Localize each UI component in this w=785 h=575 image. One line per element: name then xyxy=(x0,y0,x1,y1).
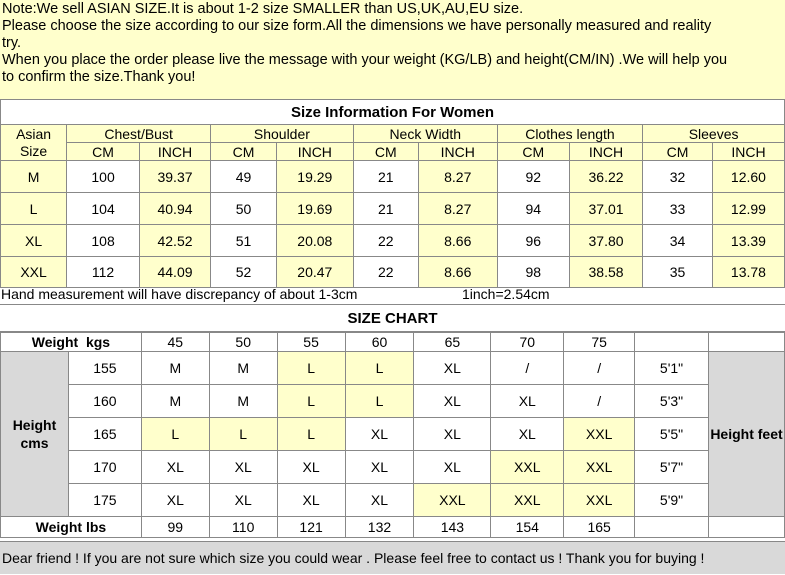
size-cell: XL xyxy=(1,225,67,257)
inch-value-cell: 37.80 xyxy=(569,225,642,257)
size-recommendation-cell: M xyxy=(209,352,277,385)
inch-value-cell: 13.39 xyxy=(712,225,784,257)
cm-value-cell: 92 xyxy=(497,161,569,193)
cm-value-cell: 108 xyxy=(67,225,140,257)
size-row xyxy=(1,225,785,257)
size-row xyxy=(1,193,785,225)
size-cell: L xyxy=(1,193,67,225)
unit-header: CM xyxy=(211,143,277,161)
unit-header: CM xyxy=(497,143,569,161)
size-recommendation-cell: / xyxy=(564,385,635,418)
cm-value-cell: 35 xyxy=(643,257,713,288)
weight-lb-cell: 143 xyxy=(414,517,491,538)
inch-value-cell: 20.08 xyxy=(276,225,353,257)
unit-header: INCH xyxy=(569,143,642,161)
size-recommendation-cell: XL xyxy=(414,451,491,484)
size-recommendation-cell: XL xyxy=(141,451,209,484)
cm-value-cell: 104 xyxy=(67,193,140,225)
height-feet-cell: 5'3" xyxy=(635,385,709,418)
height-cm-cell: 170 xyxy=(68,451,141,484)
unit-header: INCH xyxy=(418,143,497,161)
unit-header: CM xyxy=(67,143,140,161)
inch-value-cell: 8.27 xyxy=(418,161,497,193)
height-cms-label: Height cms xyxy=(1,352,69,517)
size-info-title: Size Information For Women xyxy=(1,100,785,125)
height-row xyxy=(1,418,785,451)
size-row xyxy=(1,161,785,193)
weight-kg-cell: 60 xyxy=(345,333,414,352)
weight-kg-cell: 55 xyxy=(277,333,345,352)
weight-kgs-label: Weight kgs xyxy=(1,333,142,352)
height-feet-cell: 5'1" xyxy=(635,352,709,385)
cm-value-cell: 50 xyxy=(211,193,277,225)
asian-size-header xyxy=(1,125,67,161)
cm-value-cell: 33 xyxy=(643,193,713,225)
group-header: Clothes length xyxy=(497,125,642,143)
height-cm-cell: 155 xyxy=(68,352,141,385)
weight-lb-cell: 132 xyxy=(345,517,414,538)
size-note xyxy=(0,0,785,99)
size-recommendation-cell: L xyxy=(345,385,414,418)
empty-cell xyxy=(635,333,709,352)
height-row xyxy=(1,352,785,385)
cm-value-cell: 94 xyxy=(497,193,569,225)
weight-kg-cell: 45 xyxy=(141,333,209,352)
cm-value-cell: 21 xyxy=(353,161,418,193)
empty-cell xyxy=(708,333,784,352)
size-recommendation-cell: L xyxy=(277,352,345,385)
inch-value-cell: 12.60 xyxy=(712,161,784,193)
cm-value-cell: 21 xyxy=(353,193,418,225)
inch-value-cell: 44.09 xyxy=(139,257,210,288)
inch-value-cell: 40.94 xyxy=(139,193,210,225)
inch-value-cell: 42.52 xyxy=(139,225,210,257)
inch-value-cell: 8.27 xyxy=(418,193,497,225)
size-recommendation-cell: XL xyxy=(209,484,277,517)
height-cm-cell: 165 xyxy=(68,418,141,451)
size-recommendation-cell: M xyxy=(141,385,209,418)
empty-cell xyxy=(635,517,709,538)
size-row xyxy=(1,257,785,288)
inch-value-cell: 20.47 xyxy=(276,257,353,288)
size-recommendation-cell: XL xyxy=(491,385,564,418)
cm-value-cell: 52 xyxy=(211,257,277,288)
cm-value-cell: 51 xyxy=(211,225,277,257)
weight-kg-cell: 65 xyxy=(414,333,491,352)
weight-kg-cell: 70 xyxy=(491,333,564,352)
size-recommendation-cell: XL xyxy=(414,418,491,451)
group-header: Chest/Bust xyxy=(67,125,211,143)
weight-lb-cell: 154 xyxy=(491,517,564,538)
weight-lb-cell: 121 xyxy=(277,517,345,538)
size-recommendation-cell: XL xyxy=(345,418,414,451)
inch-value-cell: 19.69 xyxy=(276,193,353,225)
measurement-note xyxy=(0,286,785,303)
group-header: Neck Width xyxy=(353,125,497,143)
size-recommendation-cell: L xyxy=(345,352,414,385)
inch-conversion-note: 1inch=2.54cm xyxy=(462,286,550,302)
size-recommendation-cell: XL xyxy=(414,352,491,385)
inch-value-cell: 8.66 xyxy=(418,257,497,288)
size-recommendation-cell: L xyxy=(209,418,277,451)
height-feet-cell: 5'7" xyxy=(635,451,709,484)
inch-value-cell: 8.66 xyxy=(418,225,497,257)
unit-header: INCH xyxy=(276,143,353,161)
size-recommendation-cell: XL xyxy=(491,418,564,451)
note-line: Note:We sell ASIAN SIZE.It is about 1-2 size SMALLER than US,UK,AU,EU size. xyxy=(2,1,524,17)
size-recommendation-cell: XL xyxy=(345,451,414,484)
note-line: When you place the order please live the message with your weight (KG/LB) and height(CM/IN) .We will help you xyxy=(2,52,728,68)
weight-lb-cell: 99 xyxy=(141,517,209,538)
height-row xyxy=(1,484,785,517)
cm-value-cell: 49 xyxy=(211,161,277,193)
cm-value-cell: 96 xyxy=(497,225,569,257)
size-chart-table xyxy=(0,332,785,538)
size-recommendation-cell: XXL xyxy=(414,484,491,517)
size-recommendation-cell: XL xyxy=(345,484,414,517)
empty-cell xyxy=(708,517,784,538)
size-information-table xyxy=(0,99,785,288)
cm-value-cell: 34 xyxy=(643,225,713,257)
unit-header: CM xyxy=(643,143,713,161)
size-recommendation-cell: / xyxy=(564,352,635,385)
cm-value-cell: 22 xyxy=(353,257,418,288)
size-recommendation-cell: XXL xyxy=(564,451,635,484)
size-recommendation-cell: XL xyxy=(414,385,491,418)
height-feet-cell: 5'9" xyxy=(635,484,709,517)
size-recommendation-cell: M xyxy=(209,385,277,418)
cm-value-cell: 32 xyxy=(643,161,713,193)
size-recommendation-cell: L xyxy=(277,385,345,418)
size-cell: M xyxy=(1,161,67,193)
height-cm-cell: 175 xyxy=(68,484,141,517)
height-feet-label: Height feet xyxy=(708,352,784,517)
inch-value-cell: 39.37 xyxy=(139,161,210,193)
note-line: try. xyxy=(2,35,22,51)
size-recommendation-cell: XL xyxy=(141,484,209,517)
cm-value-cell: 100 xyxy=(67,161,140,193)
weight-kg-cell: 50 xyxy=(209,333,277,352)
footer-message: Dear friend ! If you are not sure which size you could wear . Please feel free to contact us ! Thank you for buying ! xyxy=(0,541,785,574)
size-recommendation-cell: XXL xyxy=(564,418,635,451)
inch-value-cell: 13.78 xyxy=(712,257,784,288)
size-recommendation-cell: M xyxy=(141,352,209,385)
size-recommendation-cell: XL xyxy=(209,451,277,484)
weight-lb-cell: 110 xyxy=(209,517,277,538)
size-recommendation-cell: L xyxy=(141,418,209,451)
height-row xyxy=(1,451,785,484)
weight-lbs-label: Weight lbs xyxy=(1,517,142,538)
size-recommendation-cell: XL xyxy=(277,484,345,517)
inch-value-cell: 37.01 xyxy=(569,193,642,225)
size-chart-title: SIZE CHART xyxy=(0,304,785,332)
size-recommendation-cell: L xyxy=(277,418,345,451)
inch-value-cell: 36.22 xyxy=(569,161,642,193)
size-recommendation-cell: XL xyxy=(277,451,345,484)
weight-kg-cell: 75 xyxy=(564,333,635,352)
height-cm-cell: 160 xyxy=(68,385,141,418)
inch-value-cell: 12.99 xyxy=(712,193,784,225)
note-line: Please choose the size according to our size form.All the dimensions we have personally measured and reality xyxy=(2,18,712,34)
asian-label: Asian xyxy=(16,125,52,142)
group-header: Shoulder xyxy=(211,125,354,143)
cm-value-cell: 22 xyxy=(353,225,418,257)
unit-header: INCH xyxy=(712,143,784,161)
size-cell: XXL xyxy=(1,257,67,288)
group-header: Sleeves xyxy=(643,125,785,143)
hand-measurement-note: Hand measurement will have discrepancy of about 1-3cm xyxy=(1,286,358,302)
size-recommendation-cell: / xyxy=(491,352,564,385)
unit-header: CM xyxy=(353,143,418,161)
height-row xyxy=(1,385,785,418)
size-recommendation-cell: XXL xyxy=(491,484,564,517)
note-line: to confirm the size.Thank you! xyxy=(2,69,196,85)
height-feet-cell: 5'5" xyxy=(635,418,709,451)
cm-value-cell: 98 xyxy=(497,257,569,288)
weight-lb-cell: 165 xyxy=(564,517,635,538)
size-label: Size xyxy=(19,142,48,159)
inch-value-cell: 38.58 xyxy=(569,257,642,288)
unit-header: INCH xyxy=(139,143,210,161)
size-recommendation-cell: XXL xyxy=(564,484,635,517)
inch-value-cell: 19.29 xyxy=(276,161,353,193)
cm-value-cell: 112 xyxy=(67,257,140,288)
size-recommendation-cell: XXL xyxy=(491,451,564,484)
